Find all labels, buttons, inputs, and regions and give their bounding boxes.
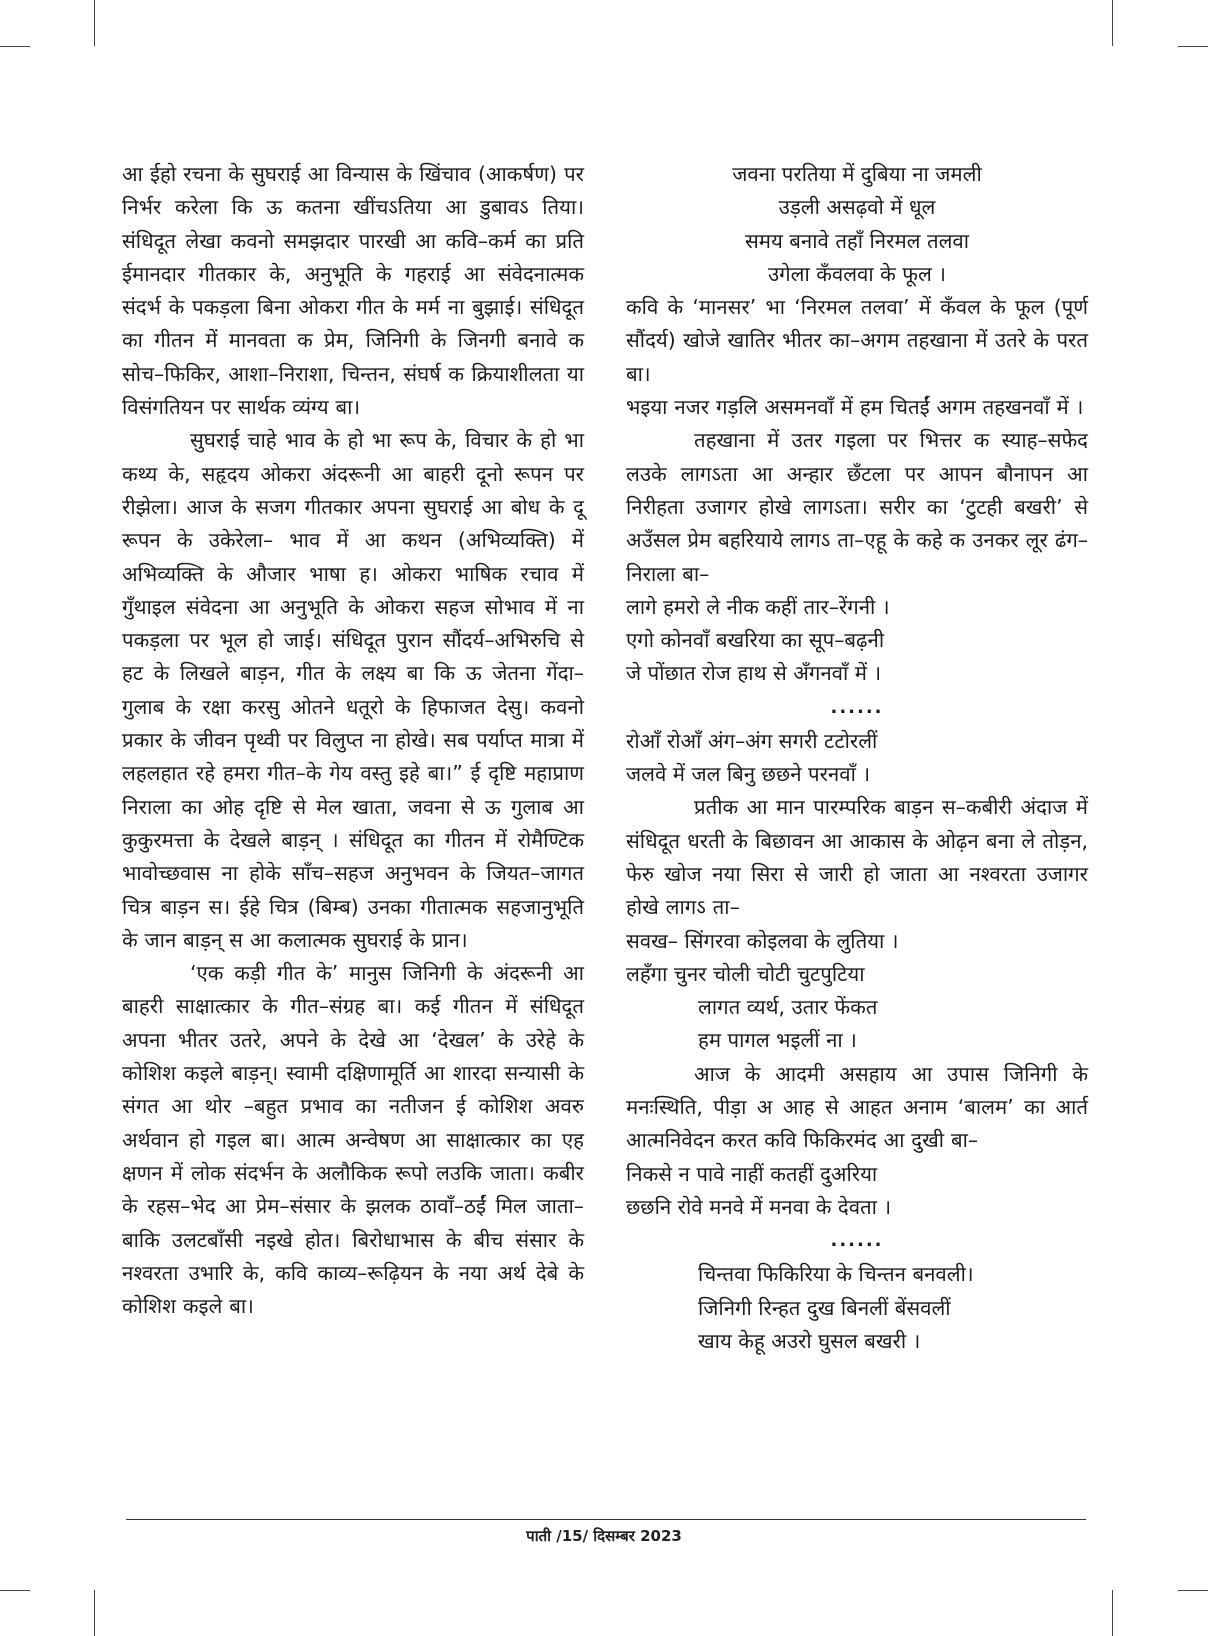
paragraph: सुघराई चाहे भाव के हो भा रूप के, विचार के हो भा कथ्य के, सहृदय ओकरा अंदरूनी आ बाहरी दूनो रूपन पर रीझेला। आज के सजग गीतकार अपना सुघराई आ बोध के दू रूपन के उकेरेला– भाव में आ कथन (अभिव्यक्ति) में अभिव्यक्ति के औजार भाषा ह। ओकरा भाषिक रचाव में गुँथाइल संवेदना आ अनुभूति के ओकरा सहज सोभाव में ना पकड़ला पर भूल हो जाई। संधिदूत पुरान सौंदर्य–अभिरुचि से हट के लिखले बाड़न, गीत के लक्ष्य बा कि ऊ जेतना गेंदा–गुलाब के रक्षा करसु ओतने धतूरो के हिफाजत देसु। कवनो प्रकार के जीवन पृथ्वी पर विलुप्त ना होखे। सब पर्याप्त मात्रा में लहलहात रहे हमरा गीत–के गेय वस्तु इहे बा।” ई दृष्टि महाप्राण निराला का ओह दृष्टि से मेल खाता, जवना से ऊ गुलाब आ कुकुरमत्ता के देखले बाड़न् । संधिदूत का गीतन में रोमैण्टिक भावोच्छवास ना होके साँच–सहज अनुभवन के जियत–जागत चित्र बाड़न स। ईहे चित्र (बिम्ब) उनका गीतात्मक सहजानुभूति के जान बाड़न् स आ कलात्मक सुघराई के प्रान। (122, 428, 584, 952)
verse-line: जवना परतिया में दुबिया ना जमली (732, 162, 982, 186)
crop-mark (94, 1590, 95, 1636)
paragraph: तहखाना में उतर गइला पर भित्तर क स्याह–सफेद लउके लागऽता आ अन्हार छँटला पर आपन बौनापन आ निरीहता उजागर होखे लागऽता। सरीर का ‘टुटही बखरी’ से अउँसल प्रेम बहरियाये लागऽ ता–एहू के कहे क उनकर लूर ढंग–निराला बा– (626, 428, 1088, 586)
footer-rule (126, 1519, 1086, 1520)
verse-line: जिनिगी रिन्हत दुख बिनलीं बेंसवलीं (698, 1295, 951, 1320)
paragraph: प्रतीक आ मान पारम्परिक बाड़न स–कबीरी अंदाज में संधिदूत धरती के बिछावन आ आकास के ओढ़न बना ले तोड़न, फेरु खोज नया सिरा से जारी हो जाता आ नश्वरता उजागर होखे लागऽ ता– (626, 795, 1088, 920)
verse-line: समय बनावे तहाँ निरमल तलवा (744, 228, 970, 253)
paragraph: कवि के ‘मानसर’ भा ‘निरमल तलवा’ में कँवल के फूल (पूर्ण सौंदर्य) खोजे खातिर भीतर का–अगम तहखाना में उतरे के परत बा। (626, 295, 1088, 386)
verse-line: जलवे में जल बिनु छछने परनवाँ । (626, 762, 871, 787)
verse-line: लहँगा चुनर चोली चोटी चुटपुटिया (626, 961, 865, 986)
crop-mark (94, 0, 95, 46)
verse-line: सवख– सिंगरवा कोइलवा के लुतिया । (626, 928, 899, 953)
verse-line: निकसे न पावे नाहीं कतहीं दुअरिया (626, 1161, 878, 1186)
paragraph: भइया नजर गड़लि असमनवाँ में हम चितईं अगम तहखनवाँ में । (626, 395, 1084, 420)
section-separator: ...... (830, 1230, 884, 1252)
verse-line: हम पागल भइलीं ना । (698, 1028, 857, 1053)
crop-mark (0, 46, 30, 47)
paragraph: ‘एक कड़ी गीत के’ मानुस जिनिगी के अंदरूनी आ बाहरी साक्षात्कार के गीत–संग्रह बा। कई गीतन में संधिदूत अपना भीतर उतरे, अपने के देखे आ ‘देखल’ के उरेहे के कोशिश कइले बाड़न्। स्वामी दक्षिणामूर्ति आ शारदा सन्यासी के संगत आ थोर –बहुत प्रभाव का नतीजन ई कोशिश अवरु अर्थवान हो गइल बा। आत्म अन्वेषण आ साक्षात्कार का एह क्षणन में लोक संदर्भन के अलौकिक रूपो लउकि जाता। कबीर के रहस–भेद आ प्रेम–संसार के झलक ठावाँ–ठईं मिल जाता–बाकि उलटबाँसी नइखे होत। बिरोधाभास के बीच संसार के नश्वरता उभारि के, कवि काव्य–रूढ़ियन के नया अर्थ देबे के कोशिश कइले बा। (122, 961, 584, 1319)
right-column (626, 158, 1088, 1358)
crop-mark (1112, 0, 1113, 46)
verse-line: रोआँ रोआँ अंग–अंग सगरी टटोरलीं (626, 728, 878, 753)
verse-line: खाय केहू अउरो घुसल बखरी । (698, 1328, 921, 1353)
verse-line: उगेला कँवलवा के फूल । (767, 261, 947, 286)
crop-mark (0, 1590, 30, 1591)
verse-line: उड़ली असढ़वो में धूल (778, 195, 936, 220)
verse-line: लागे हमरो ले नीक कहीं तार–रेंगनी । (626, 594, 890, 619)
paragraph: आ ईहो रचना के सुघराई आ विन्यास के खिंचाव (आकर्षण) पर निर्भर करेला कि ऊ कतना खींचऽतिया आ डुबावऽ तिया। संधिदूत लेखा कवनो समझदार पारखी आ कवि–कर्म का प्रति ईमानदार गीतकार के, अनुभूति के गहराई आ संवेदनात्मक संदर्भ के पकड़ला बिना ओकरा गीत के मर्म ना बुझाई। संधिदूत का गीतन में मानवता क प्रेम, जिनिगी के जिनगी बनावे क सोच–फिकिर, आशा–निराशा, चिन्तन, संघर्ष क क्रियाशीलता या विसंगतियन पर सार्थक व्यंग्य बा। (122, 162, 584, 420)
left-column (122, 158, 584, 1323)
verse-line: छछनि रोवे मनवे में मनवा के देवता । (626, 1194, 892, 1219)
crop-mark (1178, 46, 1208, 47)
page-footer: पाती /15/ दिसम्बर 2023 (526, 1527, 682, 1545)
crop-mark (1112, 1590, 1113, 1636)
verse-line: लागत व्यर्थ, उतार फेंकत (698, 995, 878, 1020)
crop-mark (1178, 1590, 1208, 1591)
verse-line: जे पोंछात रोज हाथ से अँगनवाँ में । (626, 661, 882, 686)
verse-line: एगो कोनवाँ बखरिया का सूप–बढ़नी (626, 628, 885, 653)
section-separator: ...... (830, 696, 884, 718)
paragraph: आज के आदमी असहाय आ उपास जिनिगी के मनःस्थिति, पीड़ा अ आह से आहत अनाम ‘बालम’ का आर्त आत्मनिवेदन करत कवि फिकिरमंद आ दुखी बा– (626, 1061, 1088, 1153)
verse-line: चिन्तवा फिकिरिया के चिन्तन बनवली। (698, 1262, 974, 1287)
